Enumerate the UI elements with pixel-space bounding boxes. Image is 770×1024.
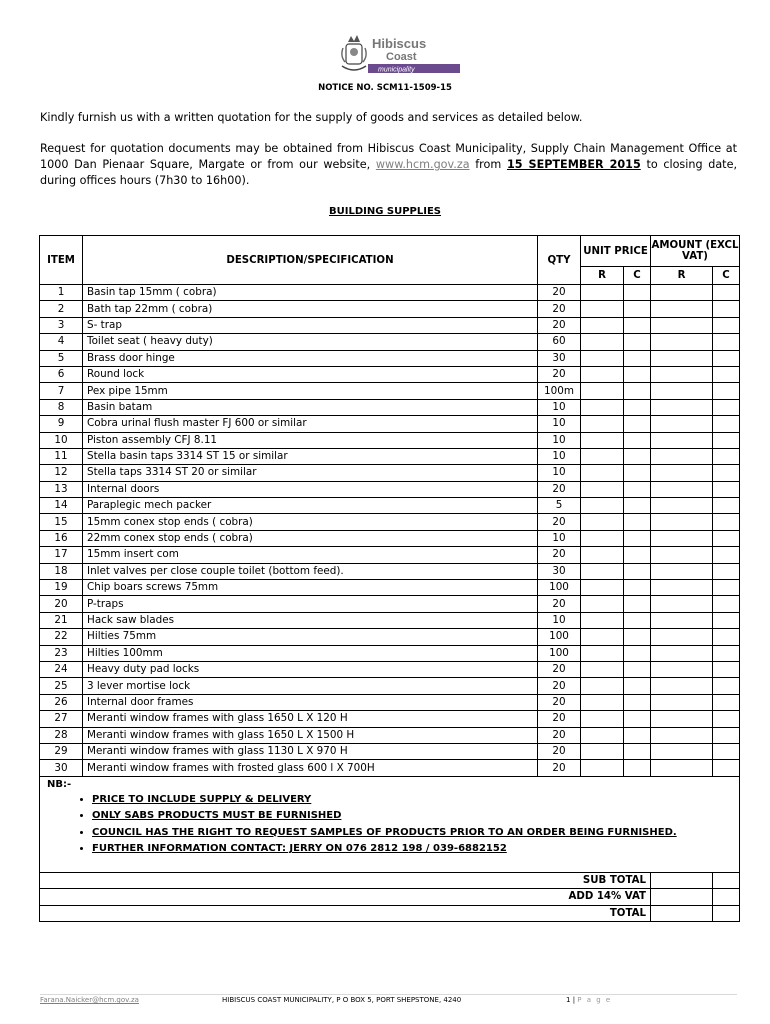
section-title: BUILDING SUPPLIES [328, 206, 442, 217]
item-number: 12 [40, 465, 83, 481]
unit-price-c[interactable] [624, 645, 651, 661]
item-number: 29 [40, 743, 83, 759]
item-description: Stella basin taps 3314 ST 15 or similar [83, 448, 538, 464]
item-qty: 20 [538, 727, 581, 743]
unit-price-c[interactable] [624, 317, 651, 333]
table-row [40, 629, 740, 645]
vat-r[interactable] [651, 889, 713, 906]
unit-price-r[interactable] [581, 383, 624, 399]
item-qty: 100 [538, 645, 581, 661]
amount-r[interactable] [651, 416, 713, 432]
item-description: 22mm conex stop ends ( cobra) [83, 530, 538, 546]
item-number: 8 [40, 399, 83, 415]
amount-r[interactable] [651, 317, 713, 333]
header-description: DESCRIPTION/SPECIFICATION [83, 236, 538, 285]
unit-price-r[interactable] [581, 678, 624, 694]
table-row [40, 301, 740, 317]
amount-c[interactable] [713, 334, 740, 350]
unit-price-r[interactable] [581, 596, 624, 612]
item-number: 3 [40, 317, 83, 333]
table-row [40, 317, 740, 333]
table-row [40, 334, 740, 350]
unit-price-r[interactable] [581, 514, 624, 530]
amount-c[interactable] [713, 694, 740, 710]
item-qty: 10 [538, 448, 581, 464]
unit-price-r[interactable] [581, 629, 624, 645]
amount-c[interactable] [713, 301, 740, 317]
item-number: 28 [40, 727, 83, 743]
amount-c[interactable] [713, 448, 740, 464]
item-description: Pex pipe 15mm [83, 383, 538, 399]
note-item: • COUNCIL HAS THE RIGHT TO REQUEST SAMPLES OF PRODUCTS PRIOR TO AN ORDER BEING FURNISHED. [92, 825, 739, 842]
amount-c[interactable] [713, 432, 740, 448]
item-number: 7 [40, 383, 83, 399]
amount-c[interactable] [713, 727, 740, 743]
table-row [40, 612, 740, 628]
table-row [40, 711, 740, 727]
table-row [40, 383, 740, 399]
crest-icon [342, 35, 366, 70]
item-description: Hilties 75mm [83, 629, 538, 645]
amount-c[interactable] [713, 612, 740, 628]
table-row [40, 694, 740, 710]
page-separator: | [570, 996, 578, 1004]
amount-c[interactable] [713, 645, 740, 661]
logo-word-3: municipality [378, 66, 415, 74]
amount-c[interactable] [713, 580, 740, 596]
table-row [40, 596, 740, 612]
amount-c[interactable] [713, 383, 740, 399]
table-row [40, 432, 740, 448]
table-row [40, 760, 740, 776]
unit-price-r[interactable] [581, 743, 624, 759]
unit-price-r[interactable] [581, 612, 624, 628]
opening-date: 15 SEPTEMBER 2015 [506, 158, 641, 171]
item-description: Toilet seat ( heavy duty) [83, 334, 538, 350]
item-description: 15mm insert com [83, 547, 538, 563]
item-number: 15 [40, 514, 83, 530]
footer-divider [40, 994, 737, 995]
unit-price-c[interactable] [624, 334, 651, 350]
amount-c[interactable] [713, 530, 740, 546]
item-qty: 20 [538, 285, 581, 301]
sub-total-label: SUB TOTAL [40, 872, 651, 889]
item-description: 15mm conex stop ends ( cobra) [83, 514, 538, 530]
header-unit-r: R [581, 267, 624, 285]
notes-cell [40, 776, 740, 872]
item-qty: 20 [538, 678, 581, 694]
item-qty: 100 [538, 629, 581, 645]
amount-r[interactable] [651, 498, 713, 514]
item-description: Bath tap 22mm ( cobra) [83, 301, 538, 317]
item-description: Internal doors [83, 481, 538, 497]
unit-price-r[interactable] [581, 301, 624, 317]
item-number: 20 [40, 596, 83, 612]
item-qty: 10 [538, 612, 581, 628]
unit-price-r[interactable] [581, 547, 624, 563]
unit-price-r[interactable] [581, 498, 624, 514]
amount-r[interactable] [651, 645, 713, 661]
unit-price-c[interactable] [624, 399, 651, 415]
item-qty: 20 [538, 514, 581, 530]
item-number: 21 [40, 612, 83, 628]
table-row [40, 285, 740, 301]
unit-price-c[interactable] [624, 301, 651, 317]
item-description: P-traps [83, 596, 538, 612]
amount-r[interactable] [651, 629, 713, 645]
item-qty: 20 [538, 596, 581, 612]
unit-price-c[interactable] [624, 350, 651, 366]
item-qty: 100 [538, 580, 581, 596]
amount-r[interactable] [651, 678, 713, 694]
total-label: TOTAL [40, 905, 651, 922]
item-description: Cobra urinal flush master FJ 600 or similar [83, 416, 538, 432]
unit-price-c[interactable] [624, 366, 651, 382]
note-item: • PRICE TO INCLUDE SUPPLY & DELIVERY [92, 792, 739, 809]
amount-c[interactable] [713, 498, 740, 514]
item-qty: 20 [538, 711, 581, 727]
item-number: 30 [40, 760, 83, 776]
table-row [40, 366, 740, 382]
unit-price-c[interactable] [624, 629, 651, 645]
item-number: 17 [40, 547, 83, 563]
table-row [40, 661, 740, 677]
unit-price-c[interactable] [624, 416, 651, 432]
item-description: Hack saw blades [83, 612, 538, 628]
item-number: 24 [40, 661, 83, 677]
unit-price-c[interactable] [624, 760, 651, 776]
item-description: Hilties 100mm [83, 645, 538, 661]
amount-r[interactable] [651, 514, 713, 530]
item-description: Brass door hinge [83, 350, 538, 366]
unit-price-c[interactable] [624, 432, 651, 448]
item-qty: 20 [538, 481, 581, 497]
page-number: 1 [566, 996, 571, 1004]
website-link[interactable]: www.hcm.gov.za [375, 158, 470, 171]
logo-word-2: Coast [386, 51, 417, 63]
amount-r[interactable] [651, 661, 713, 677]
amount-r[interactable] [651, 334, 713, 350]
item-number: 27 [40, 711, 83, 727]
item-qty: 20 [538, 301, 581, 317]
amount-c[interactable] [713, 416, 740, 432]
amount-r[interactable] [651, 432, 713, 448]
amount-r[interactable] [651, 612, 713, 628]
item-number: 1 [40, 285, 83, 301]
amount-r[interactable] [651, 383, 713, 399]
header-qty: QTY [538, 236, 581, 285]
item-qty: 10 [538, 399, 581, 415]
header-unit-price: UNIT PRICE [581, 236, 651, 267]
item-description: Paraplegic mech packer [83, 498, 538, 514]
table-row [40, 563, 740, 579]
item-qty: 10 [538, 432, 581, 448]
item-number: 26 [40, 694, 83, 710]
item-description: Meranti window frames with glass 1650 L X 1500 H [83, 727, 538, 743]
amount-c[interactable] [713, 317, 740, 333]
table-row [40, 399, 740, 415]
unit-price-c[interactable] [624, 711, 651, 727]
amount-c[interactable] [713, 596, 740, 612]
table-row [40, 530, 740, 546]
item-number: 14 [40, 498, 83, 514]
item-number: 22 [40, 629, 83, 645]
amount-c[interactable] [713, 481, 740, 497]
table-row [40, 350, 740, 366]
vat-label: ADD 14% VAT [40, 889, 651, 906]
table-row [40, 498, 740, 514]
quotation-table [39, 235, 740, 922]
unit-price-c[interactable] [624, 514, 651, 530]
item-number: 16 [40, 530, 83, 546]
table-row [40, 465, 740, 481]
amount-c[interactable] [713, 661, 740, 677]
unit-price-r[interactable] [581, 350, 624, 366]
unit-price-r[interactable] [581, 727, 624, 743]
amount-r[interactable] [651, 366, 713, 382]
unit-price-c[interactable] [624, 678, 651, 694]
item-description: Inlet valves per close couple toilet (bottom feed). [83, 563, 538, 579]
amount-r[interactable] [651, 301, 713, 317]
table-row [40, 743, 740, 759]
unit-price-r[interactable] [581, 694, 624, 710]
table-row [40, 547, 740, 563]
item-qty: 20 [538, 760, 581, 776]
unit-price-c[interactable] [624, 498, 651, 514]
header-amount: AMOUNT (EXCL VAT) [651, 236, 740, 267]
table-row [40, 727, 740, 743]
unit-price-c[interactable] [624, 285, 651, 301]
header-item: ITEM [40, 236, 83, 285]
unit-price-r[interactable] [581, 285, 624, 301]
logo-word-1: Hibiscus [372, 36, 427, 51]
unit-price-r[interactable] [581, 317, 624, 333]
amount-r[interactable] [651, 530, 713, 546]
item-description: S- trap [83, 317, 538, 333]
unit-price-r[interactable] [581, 760, 624, 776]
item-description: Piston assembly CFJ 8.11 [83, 432, 538, 448]
unit-price-r[interactable] [581, 366, 624, 382]
vat-c[interactable] [713, 889, 740, 906]
unit-price-r[interactable] [581, 432, 624, 448]
unit-price-r[interactable] [581, 580, 624, 596]
unit-price-c[interactable] [624, 563, 651, 579]
amount-c[interactable] [713, 465, 740, 481]
notice-number: NOTICE NO. SCM11-1509-15 [318, 83, 452, 93]
municipality-logo [338, 30, 462, 78]
unit-price-c[interactable] [624, 547, 651, 563]
table-row [40, 645, 740, 661]
amount-r[interactable] [651, 547, 713, 563]
amount-r[interactable] [651, 711, 713, 727]
unit-price-r[interactable] [581, 530, 624, 546]
item-qty: 20 [538, 694, 581, 710]
table-row [40, 481, 740, 497]
item-qty: 30 [538, 563, 581, 579]
header-amount-c: C [713, 267, 740, 285]
item-description: Meranti window frames with frosted glass 600 l X 700H [83, 760, 538, 776]
total-r[interactable] [651, 905, 713, 922]
item-number: 10 [40, 432, 83, 448]
note-item: • ONLY SABS PRODUCTS MUST BE FURNISHED [92, 808, 739, 825]
amount-c[interactable] [713, 285, 740, 301]
unit-price-r[interactable] [581, 645, 624, 661]
amount-r[interactable] [651, 596, 713, 612]
unit-price-c[interactable] [624, 743, 651, 759]
item-number: 19 [40, 580, 83, 596]
unit-price-r[interactable] [581, 334, 624, 350]
intro-line: Kindly furnish us with a written quotation for the supply of goods and services as detailed below. [40, 111, 583, 124]
unit-price-c[interactable] [624, 580, 651, 596]
amount-r[interactable] [651, 743, 713, 759]
item-description: 3 lever mortise lock [83, 678, 538, 694]
unit-price-c[interactable] [624, 727, 651, 743]
footer-page [566, 996, 612, 1004]
amount-c[interactable] [713, 514, 740, 530]
unit-price-c[interactable] [624, 530, 651, 546]
item-description: Basin batam [83, 399, 538, 415]
unit-price-c[interactable] [624, 661, 651, 677]
unit-price-r[interactable] [581, 481, 624, 497]
item-description: Meranti window frames with glass 1130 L X 970 H [83, 743, 538, 759]
item-qty: 10 [538, 530, 581, 546]
unit-price-r[interactable] [581, 416, 624, 432]
amount-r[interactable] [651, 465, 713, 481]
unit-price-r[interactable] [581, 711, 624, 727]
amount-c[interactable] [713, 760, 740, 776]
sub-total-c[interactable] [713, 872, 740, 889]
unit-price-r[interactable] [581, 448, 624, 464]
item-number: 13 [40, 481, 83, 497]
unit-price-r[interactable] [581, 399, 624, 415]
item-qty: 20 [538, 547, 581, 563]
item-number: 5 [40, 350, 83, 366]
notes-list [40, 792, 739, 858]
item-number: 11 [40, 448, 83, 464]
item-qty: 20 [538, 366, 581, 382]
unit-price-c[interactable] [624, 694, 651, 710]
footer-email[interactable]: Farana.Naicker@hcm.gov.za [40, 996, 139, 1004]
item-description: Internal door frames [83, 694, 538, 710]
item-number: 25 [40, 678, 83, 694]
amount-c[interactable] [713, 563, 740, 579]
item-qty: 10 [538, 416, 581, 432]
unit-price-r[interactable] [581, 661, 624, 677]
unit-price-r[interactable] [581, 563, 624, 579]
amount-r[interactable] [651, 563, 713, 579]
item-qty: 60 [538, 334, 581, 350]
intro-text-b: from [475, 158, 502, 171]
amount-c[interactable] [713, 399, 740, 415]
note-item: • FURTHER INFORMATION CONTACT: JERRY ON 076 2812 198 / 039-6882152 [92, 841, 739, 858]
item-number: 18 [40, 563, 83, 579]
item-description: Heavy duty pad locks [83, 661, 538, 677]
amount-r[interactable] [651, 694, 713, 710]
unit-price-c[interactable] [624, 465, 651, 481]
item-description: Round lock [83, 366, 538, 382]
table-row [40, 580, 740, 596]
item-qty: 5 [538, 498, 581, 514]
table-row [40, 514, 740, 530]
header-unit-c: C [624, 267, 651, 285]
amount-r[interactable] [651, 580, 713, 596]
amount-c[interactable] [713, 350, 740, 366]
amount-c[interactable] [713, 547, 740, 563]
amount-r[interactable] [651, 760, 713, 776]
table-row [40, 448, 740, 464]
intro-text-c: to closing date, during offices hours (7h30 to 16h00). [40, 158, 738, 187]
total-c[interactable] [713, 905, 740, 922]
amount-c[interactable] [713, 629, 740, 645]
table-row [40, 678, 740, 694]
amount-c[interactable] [713, 366, 740, 382]
item-number: 2 [40, 301, 83, 317]
unit-price-c[interactable] [624, 596, 651, 612]
unit-price-c[interactable] [624, 481, 651, 497]
item-description: Chip boars screws 75mm [83, 580, 538, 596]
amount-c[interactable] [713, 678, 740, 694]
unit-price-c[interactable] [624, 612, 651, 628]
intro-paragraph [40, 141, 737, 189]
page-word: P a g e [577, 996, 612, 1004]
item-number: 4 [40, 334, 83, 350]
item-qty: 20 [538, 661, 581, 677]
item-number: 9 [40, 416, 83, 432]
amount-r[interactable] [651, 727, 713, 743]
amount-c[interactable] [713, 743, 740, 759]
header-amount-r: R [651, 267, 713, 285]
item-number: 6 [40, 366, 83, 382]
table-row [40, 416, 740, 432]
amount-r[interactable] [651, 399, 713, 415]
unit-price-c[interactable] [624, 448, 651, 464]
amount-c[interactable] [713, 711, 740, 727]
item-number: 23 [40, 645, 83, 661]
amount-r[interactable] [651, 448, 713, 464]
item-description: Stella taps 3314 ST 20 or similar [83, 465, 538, 481]
sub-total-r[interactable] [651, 872, 713, 889]
item-qty: 20 [538, 317, 581, 333]
intro-text-a: Request for quotation documents may be obtained from Hibiscus Coast Municipality, Supply Chain Management Office at 1000 Dan Pienaar Square, Margate or from our website, [40, 142, 737, 171]
item-qty: 20 [538, 743, 581, 759]
amount-r[interactable] [651, 285, 713, 301]
item-qty: 100m [538, 383, 581, 399]
item-description: Basin tap 15mm ( cobra) [83, 285, 538, 301]
nb-label: NB:- [47, 778, 72, 790]
item-qty: 30 [538, 350, 581, 366]
unit-price-c[interactable] [624, 383, 651, 399]
footer-address: HIBISCUS COAST MUNICIPALITY, P O BOX 5, PORT SHEPSTONE, 4240 [222, 996, 462, 1004]
item-description: Meranti window frames with glass 1650 L X 120 H [83, 711, 538, 727]
unit-price-r[interactable] [581, 465, 624, 481]
item-qty: 10 [538, 465, 581, 481]
amount-r[interactable] [651, 481, 713, 497]
amount-r[interactable] [651, 350, 713, 366]
